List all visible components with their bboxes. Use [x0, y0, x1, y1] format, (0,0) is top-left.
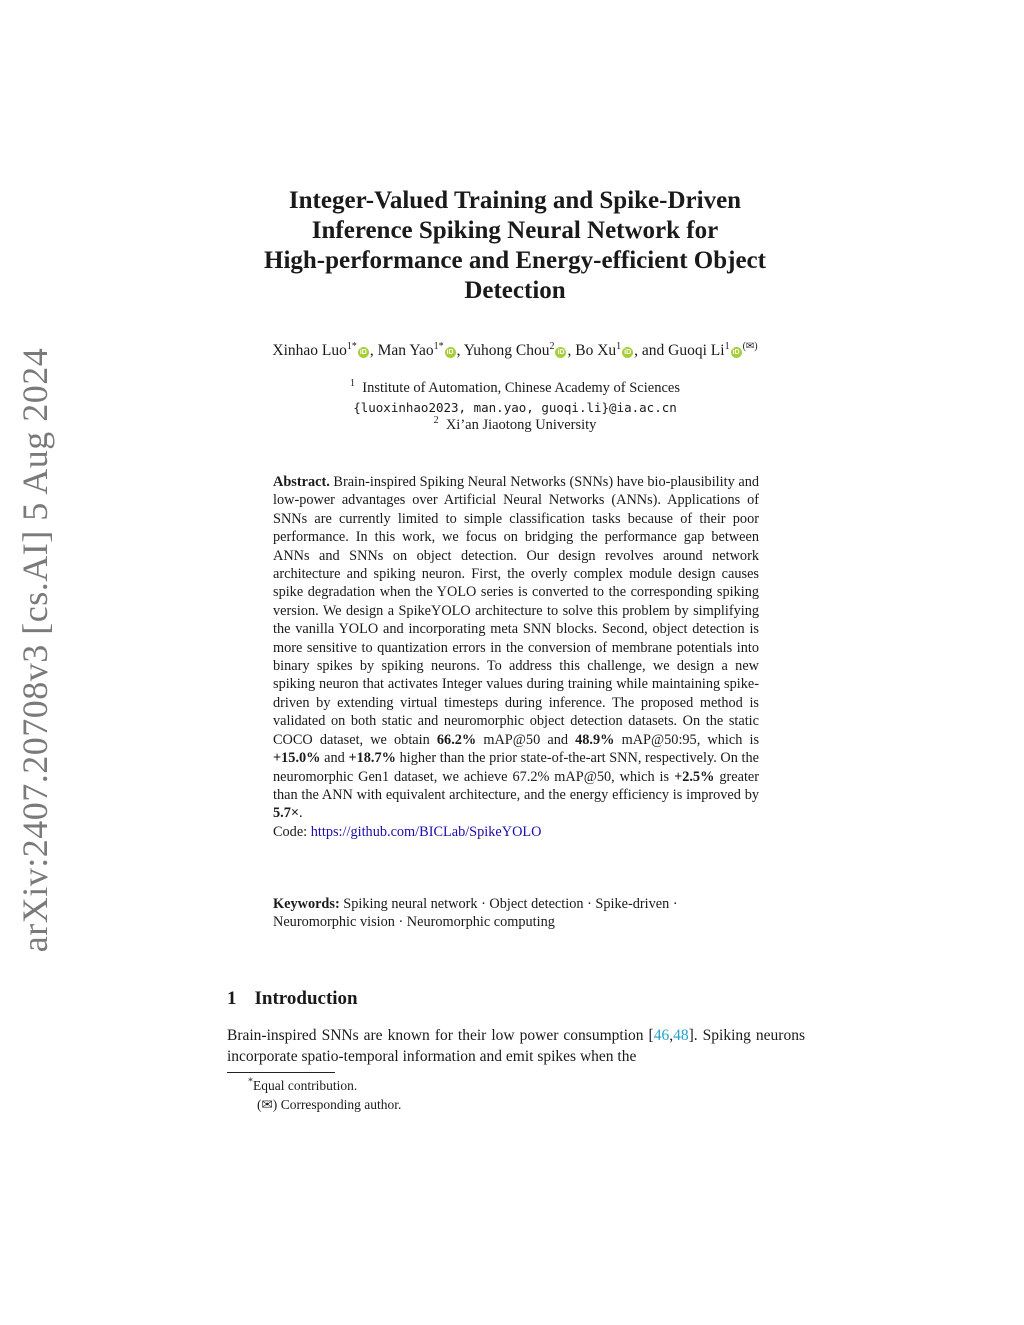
abstract-text: and — [324, 750, 345, 767]
abstract-label: Abstract. — [273, 474, 330, 490]
author-affiliation-mark: 1 — [724, 340, 730, 352]
title-line: High-performance and Energy-efficient Object — [264, 247, 766, 274]
code-label: Code: — [273, 823, 308, 840]
author-affiliation-mark: 2 — [549, 340, 555, 352]
section-title: Introduction — [254, 988, 358, 1009]
orcid-icon[interactable]: iD — [624, 349, 632, 356]
arxiv-identifier: arXiv:2407.20708v3 [cs.AI] 5 Aug 2024 — [15, 347, 55, 953]
footnote-mark: * — [248, 1076, 253, 1088]
footnote-text: Equal contribution. — [253, 1078, 358, 1093]
affiliation-1 — [230, 380, 800, 397]
affiliation-mark: 2 — [433, 415, 439, 427]
author-conjunction: and — [641, 342, 665, 359]
orcid-icon[interactable]: iD — [557, 349, 565, 356]
abstract-text: . — [299, 805, 303, 822]
author-name: Guoqi Li — [668, 342, 725, 359]
affiliation-text: Xi’an Jiaotong University — [445, 417, 597, 433]
author-name: Xinhao Luo — [272, 342, 347, 359]
affiliation-mark: 1 — [350, 378, 355, 390]
citation-link[interactable]: 48 — [673, 1027, 689, 1044]
abstract-text: mAP@50 and — [483, 731, 568, 748]
orcid-icon[interactable]: iD — [446, 349, 454, 356]
footnote-text: Corresponding author. — [280, 1097, 402, 1112]
title-line: Detection — [464, 277, 566, 304]
section-heading — [227, 988, 358, 1010]
title-line: Inference Spiking Neural Network for — [311, 217, 719, 244]
author-emails[interactable]: {luoxinhao2023, man.yao, guoqi.li}@ia.ac.cn — [353, 400, 677, 415]
keywords-label: Keywords: — [273, 896, 340, 912]
abstract-text: Brain-inspired Spiking Neural Networks (SNNs) have bio-plausibility and low-power advantages over Artificial Neural Networks (ANNs). Applications of SNNs are currently limited to simple classification tasks because of their poor performance. In this work, we focus on bridging the performance gap between ANNs and SNNs on object detection. Our design revolves around network architecture and spiking neuron. First, the overly complex module design causes spike degradation when the YOLO series is converted to the corresponding spiking version. We design a SpikeYOLO architecture to solve this problem by simplifying the vanilla YOLO and incorporating meta SNN blocks. Second, object detection is more sensitive to quantization errors in the conversion of membrane potentials into binary spikes by spiking neurons. To address this challenge, we design a new spiking neuron that activates Integer values during training while maintaining spike-driven by extending virtual timesteps during inference. The proposed method is validated on both static and neuromorphic object detection datasets. On the static COCO dataset, we obtain — [273, 474, 759, 748]
author-affiliation-mark: 1* — [433, 340, 444, 352]
keywords-text: Spiking neural network · Object detection · Spike-driven · Neuromorphic vision · Neuromorphic computing — [273, 896, 678, 931]
abstract-highlight: 66.2% — [436, 731, 477, 748]
citation-link[interactable]: 46 — [653, 1027, 670, 1044]
author-affiliation-mark: 1* — [346, 340, 357, 352]
body-text: Brain-inspired SNNs are known for their low power consumption [ — [227, 1027, 654, 1044]
author-name: Bo Xu — [575, 342, 617, 359]
affiliation-2 — [230, 417, 800, 434]
abstract-text: mAP@50:95, which is — [621, 731, 760, 748]
keywords — [273, 895, 759, 932]
paper-title — [230, 186, 800, 306]
abstract-highlight: 48.9% — [575, 731, 615, 748]
intro-paragraph — [227, 1026, 805, 1067]
orcid-icon[interactable]: iD — [359, 349, 367, 356]
corresponding-author-mark: (✉) — [742, 340, 758, 352]
abstract-highlight: +18.7% — [348, 750, 396, 767]
author-list: Xinhao Luo$^{1*}$iD , Man Yao$^{1*}$iD , Yuhong Chou$^2$iD , Bo Xu$^1$iD , and Guoqi Li$^1$iD(✉) — [272, 340, 758, 359]
footnote-divider — [227, 1072, 335, 1073]
footnote-corresponding — [257, 1097, 401, 1113]
abstract — [273, 473, 759, 841]
title-line: Integer-Valued Training and Spike-Driven — [288, 187, 742, 214]
footnote-mark: (✉) — [257, 1097, 278, 1112]
abstract-text: greater than the ANN with equivalent architecture, and the energy efficiency is improved by — [273, 768, 760, 803]
abstract-text: higher than the prior state-of-the-art SNN, respectively. On the neuromorphic Gen1 dataset, we achieve 67.2% mAP@50, which is — [273, 750, 760, 785]
orcid-icon[interactable]: iD — [732, 349, 740, 356]
body-text: , — [669, 1027, 674, 1044]
author-affiliation-mark: 1 — [616, 340, 622, 352]
body-text: ]. Spiking neurons incorporate spatio-temporal information and emit spikes when the — [227, 1027, 805, 1065]
author-name: Man Yao — [377, 342, 434, 359]
author-name: Yuhong Chou — [463, 342, 550, 359]
affiliation-text: Institute of Automation, Chinese Academy of Sciences — [362, 380, 680, 396]
abstract-highlight: +15.0% — [273, 750, 321, 767]
code-link[interactable]: https://github.com/BICLab/SpikeYOLO — [310, 823, 542, 840]
abstract-highlight: +2.5% — [674, 768, 715, 785]
footnote-equal-contribution — [248, 1078, 357, 1094]
abstract-highlight: 5.7× — [273, 805, 300, 822]
section-number: 1 — [227, 988, 237, 1009]
